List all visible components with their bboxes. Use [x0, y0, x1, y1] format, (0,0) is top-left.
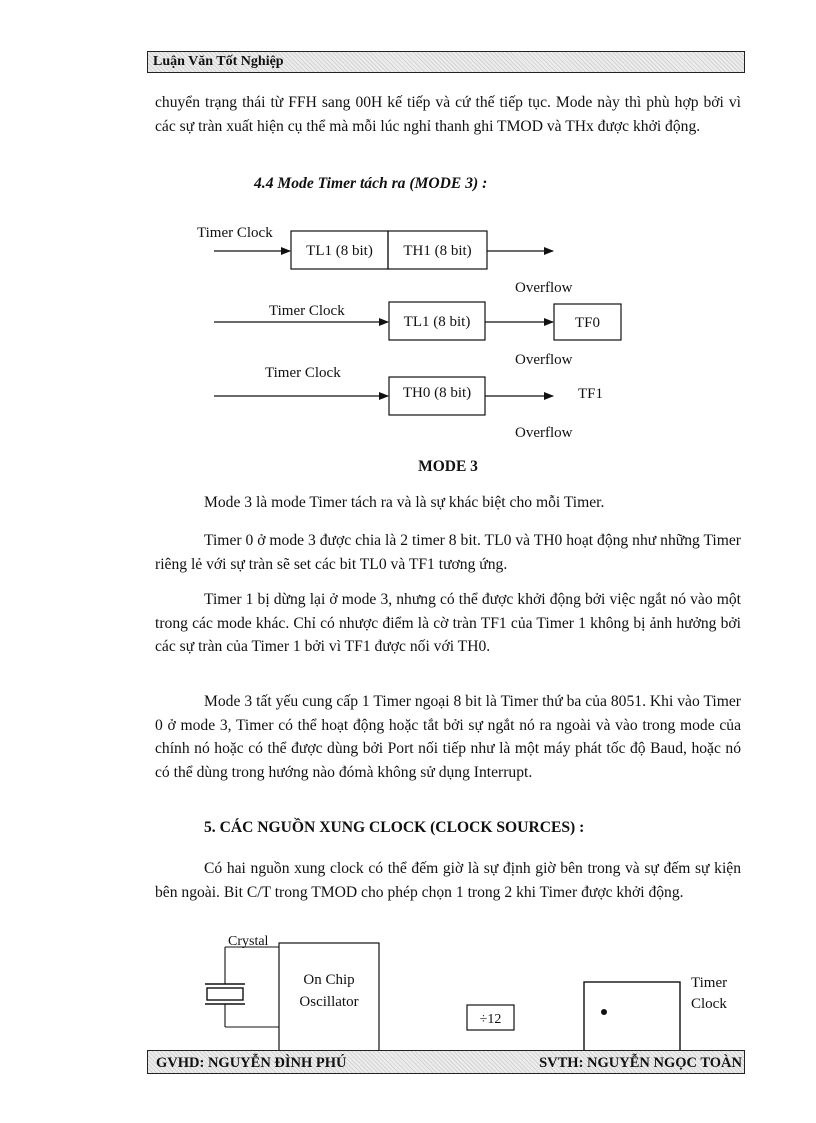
paragraph-timer0: Timer 0 ở mode 3 được chia là 2 timer 8 bit. TL0 và TH0 hoạt động như những Timer riêng lẻ với sự tràn sẽ set các bit TL0 và TF1 tương ứng. — [155, 532, 741, 573]
paragraph-intro: chuyển trạng thái từ FFH sang 00H kế tiếp và cứ thế tiếp tục. Mode này thì phù hợp bởi vì các sự tràn xuất hiện cụ thể mà mỗi lúc nghỉ thanh ghi TMOD và THx được khởi động. — [155, 94, 741, 135]
paragraph-timer1: Timer 1 bị dừng lại ở mode 3, nhưng có thể được khởi động bởi việc ngắt nó vào một trong các mode khác. Chỉ có nhược điểm là cờ tràn TF1 của Timer 1 không bị ảnh hưởng bởi các sự tràn của Timer 1 bởi vì TF1 được nối với TH0. — [155, 591, 741, 655]
row2-clock-label: Timer Clock — [269, 303, 345, 319]
section-heading-5: 5. CÁC NGUỒN XUNG CLOCK (CLOCK SOURCES) : — [204, 819, 585, 836]
divider-label: ÷12 — [479, 1012, 502, 1027]
page-footer — [147, 1050, 745, 1074]
paragraph-extra-timer: Mode 3 tất yếu cung cấp 1 Timer ngoại 8 bit là Timer thứ ba của 8051. Khi vào Timer 0 ở mode 3, Timer có thể hoạt động hoặc tắt bởi sự ngắt nó ra ngoài và vào trong mode của chính nó hoặc có thể được dùng bởi Port nối tiếp như là một máy phát tốc độ Baud, hoặc nó có thể dùng trong hướng nào đómà không sử dụng Interrupt. — [155, 693, 741, 781]
row2-tl1-label: TL1 (8 bit) — [403, 314, 471, 330]
switch-contact-dot — [601, 1009, 607, 1015]
row3-clock-label: Timer Clock — [265, 365, 341, 381]
row3-th0-label: TH0 (8 bit) — [402, 385, 472, 401]
timer-clock-label-line2: Clock — [691, 996, 727, 1012]
paragraph-clock-sources: Có hai nguồn xung clock có thể đếm giờ là sự định giờ bên trong và sự đếm sự kiện bên ngoài. Bit C/T trong TMOD cho phép chọn 1 trong 2 khi Timer được khởi động. — [155, 860, 741, 901]
tf1-label: TF1 — [578, 386, 604, 402]
row2-overflow-label: Overflow — [515, 352, 573, 368]
tf0-label: TF0 — [574, 315, 601, 331]
timer-clock-label-line1: Timer — [691, 975, 728, 991]
row1-tl1-label: TL1 (8 bit) — [306, 243, 373, 259]
row1-clock-label: Timer Clock — [197, 225, 273, 241]
crystal-icon — [207, 988, 243, 1000]
header-title: Luận Văn Tốt Nghiệp — [153, 54, 284, 69]
mode3-diagram — [0, 215, 816, 475]
footer-student: SVTH: NGUYỄN NGỌC TOÀN — [539, 1055, 742, 1071]
oscillator-label-line2: Oscillator — [299, 994, 359, 1010]
row1-th1-label: TH1 (8 bit) — [403, 243, 472, 259]
section-heading-4-4: 4.4 Mode Timer tách ra (MODE 3) : — [254, 175, 488, 192]
clock-source-diagram — [0, 925, 816, 1055]
footer-supervisor: GVHD: NGUYỄN ĐÌNH PHÚ — [156, 1055, 347, 1071]
diagram-caption: MODE 3 — [418, 458, 478, 475]
page-header — [147, 51, 745, 73]
row3-overflow-label: Overflow — [515, 425, 573, 441]
row1-overflow-label: Overflow — [515, 280, 573, 296]
switch-box — [584, 982, 680, 1055]
paragraph-mode3-intro: Mode 3 là mode Timer tách ra và là sự khác biệt cho mỗi Timer. — [204, 494, 605, 511]
crystal-label: Crystal — [228, 934, 269, 949]
oscillator-label-line1: On Chip — [303, 972, 355, 988]
